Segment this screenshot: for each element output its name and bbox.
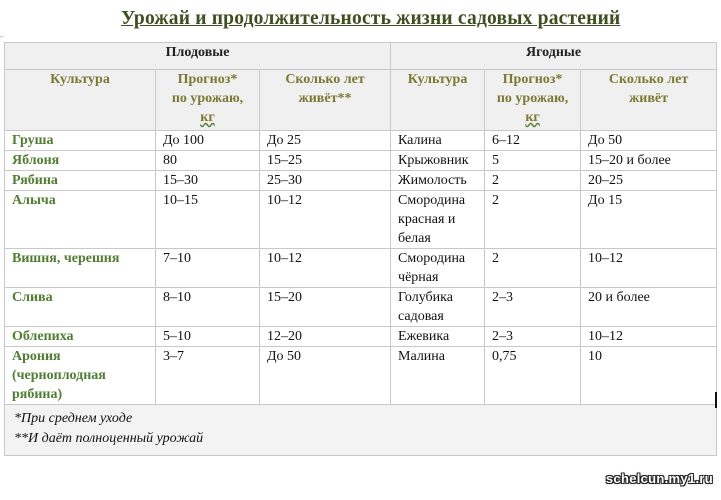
footnote-care: *При среднем уходе xyxy=(14,411,133,426)
berry-yield: 0,75 xyxy=(485,347,581,405)
group-berry-header: Ягодные xyxy=(391,43,717,70)
table-row xyxy=(5,288,717,327)
fruit-lifespan: 10–12 xyxy=(260,249,391,288)
column-header-row xyxy=(5,70,717,131)
berry-crop-name: Ежевика xyxy=(391,327,485,347)
group-header-row xyxy=(5,43,717,70)
fruit-yield: 3–7 xyxy=(156,347,260,405)
fruit-lifespan: 10–12 xyxy=(260,191,391,249)
berry-lifespan: 15–20 и более xyxy=(581,151,717,171)
berry-yield: 2 xyxy=(485,249,581,288)
col-header-fruit-crop: Культура xyxy=(5,70,156,131)
berry-lifespan: До 50 xyxy=(581,131,717,151)
fruit-crop-name: Рябина xyxy=(5,171,156,191)
berry-yield: 2 xyxy=(485,191,581,249)
col-header-fruit-yield: Прогноз* по урожаю, кг xyxy=(156,70,260,131)
notes-cell xyxy=(5,405,717,456)
fruit-lifespan: 15–20 xyxy=(260,288,391,327)
berry-lifespan: 20–25 xyxy=(581,171,717,191)
berry-yield: 2 xyxy=(485,171,581,191)
fruit-yield: 7–10 xyxy=(156,249,260,288)
group-fruit-header: Плодовые xyxy=(5,43,391,70)
footnote-yield: **И даёт полноценный урожай xyxy=(14,431,204,446)
berry-lifespan: 10–12 xyxy=(581,327,717,347)
berry-yield: 2–3 xyxy=(485,327,581,347)
fruit-crop-name: Яблоня xyxy=(5,151,156,171)
fruit-lifespan: 15–25 xyxy=(260,151,391,171)
notes-row xyxy=(5,405,717,456)
berry-lifespan: 10 xyxy=(581,347,717,405)
fruit-yield: До 100 xyxy=(156,131,260,151)
fruit-lifespan: 12–20 xyxy=(260,327,391,347)
fruit-crop-name: Вишня, черешня xyxy=(5,249,156,288)
page-title: Урожай и продолжительность жизни садовых растений xyxy=(121,8,621,29)
table-row xyxy=(5,131,717,151)
berry-crop-name: Малина xyxy=(391,347,485,405)
fruit-lifespan: До 50 xyxy=(260,347,391,405)
berry-lifespan: 20 и более xyxy=(581,288,717,327)
berry-yield: 5 xyxy=(485,151,581,171)
berry-crop-name: Смородина красная и белая xyxy=(391,191,485,249)
crops-table xyxy=(4,42,717,456)
berry-crop-name: Смородина чёрная xyxy=(391,249,485,288)
fruit-crop-name: Облепиха xyxy=(5,327,156,347)
table-row xyxy=(5,327,717,347)
table-row xyxy=(5,249,717,288)
table-row xyxy=(5,151,717,171)
col-header-berry-yield: Прогноз* по урожаю, кг xyxy=(485,70,581,131)
fruit-yield: 5–10 xyxy=(156,327,260,347)
fruit-lifespan: 25–30 xyxy=(260,171,391,191)
berry-yield: 2–3 xyxy=(485,288,581,327)
fruit-yield: 80 xyxy=(156,151,260,171)
berry-crop-name: Голубика садовая xyxy=(391,288,485,327)
fruit-crop-name: Слива xyxy=(5,288,156,327)
fruit-lifespan: До 25 xyxy=(260,131,391,151)
table-row xyxy=(5,347,717,405)
fruit-yield: 8–10 xyxy=(156,288,260,327)
col-header-berry-crop: Культура xyxy=(391,70,485,131)
fruit-crop-name: Арония (черноплодная рябина) xyxy=(5,347,156,405)
berry-lifespan: До 15 xyxy=(581,191,717,249)
table-row xyxy=(5,191,717,249)
col-header-fruit-life: Сколько лет живёт** xyxy=(260,70,391,131)
berry-crop-name: Калина xyxy=(391,131,485,151)
berry-crop-name: Жимолость xyxy=(391,171,485,191)
fruit-yield: 10–15 xyxy=(156,191,260,249)
fruit-crop-name: Груша xyxy=(5,131,156,151)
site-watermark: schelcun.my1.ru xyxy=(605,471,713,486)
text-cursor-icon xyxy=(715,392,717,408)
col-header-berry-life: Сколько лет живёт xyxy=(581,70,717,131)
table-row xyxy=(5,171,717,191)
fruit-yield: 15–30 xyxy=(156,171,260,191)
berry-lifespan: 10–12 xyxy=(581,249,717,288)
table-anchor-icon: ⌐ xyxy=(0,32,5,41)
fruit-crop-name: Алыча xyxy=(5,191,156,249)
berry-yield: 6–12 xyxy=(485,131,581,151)
berry-crop-name: Крыжовник xyxy=(391,151,485,171)
